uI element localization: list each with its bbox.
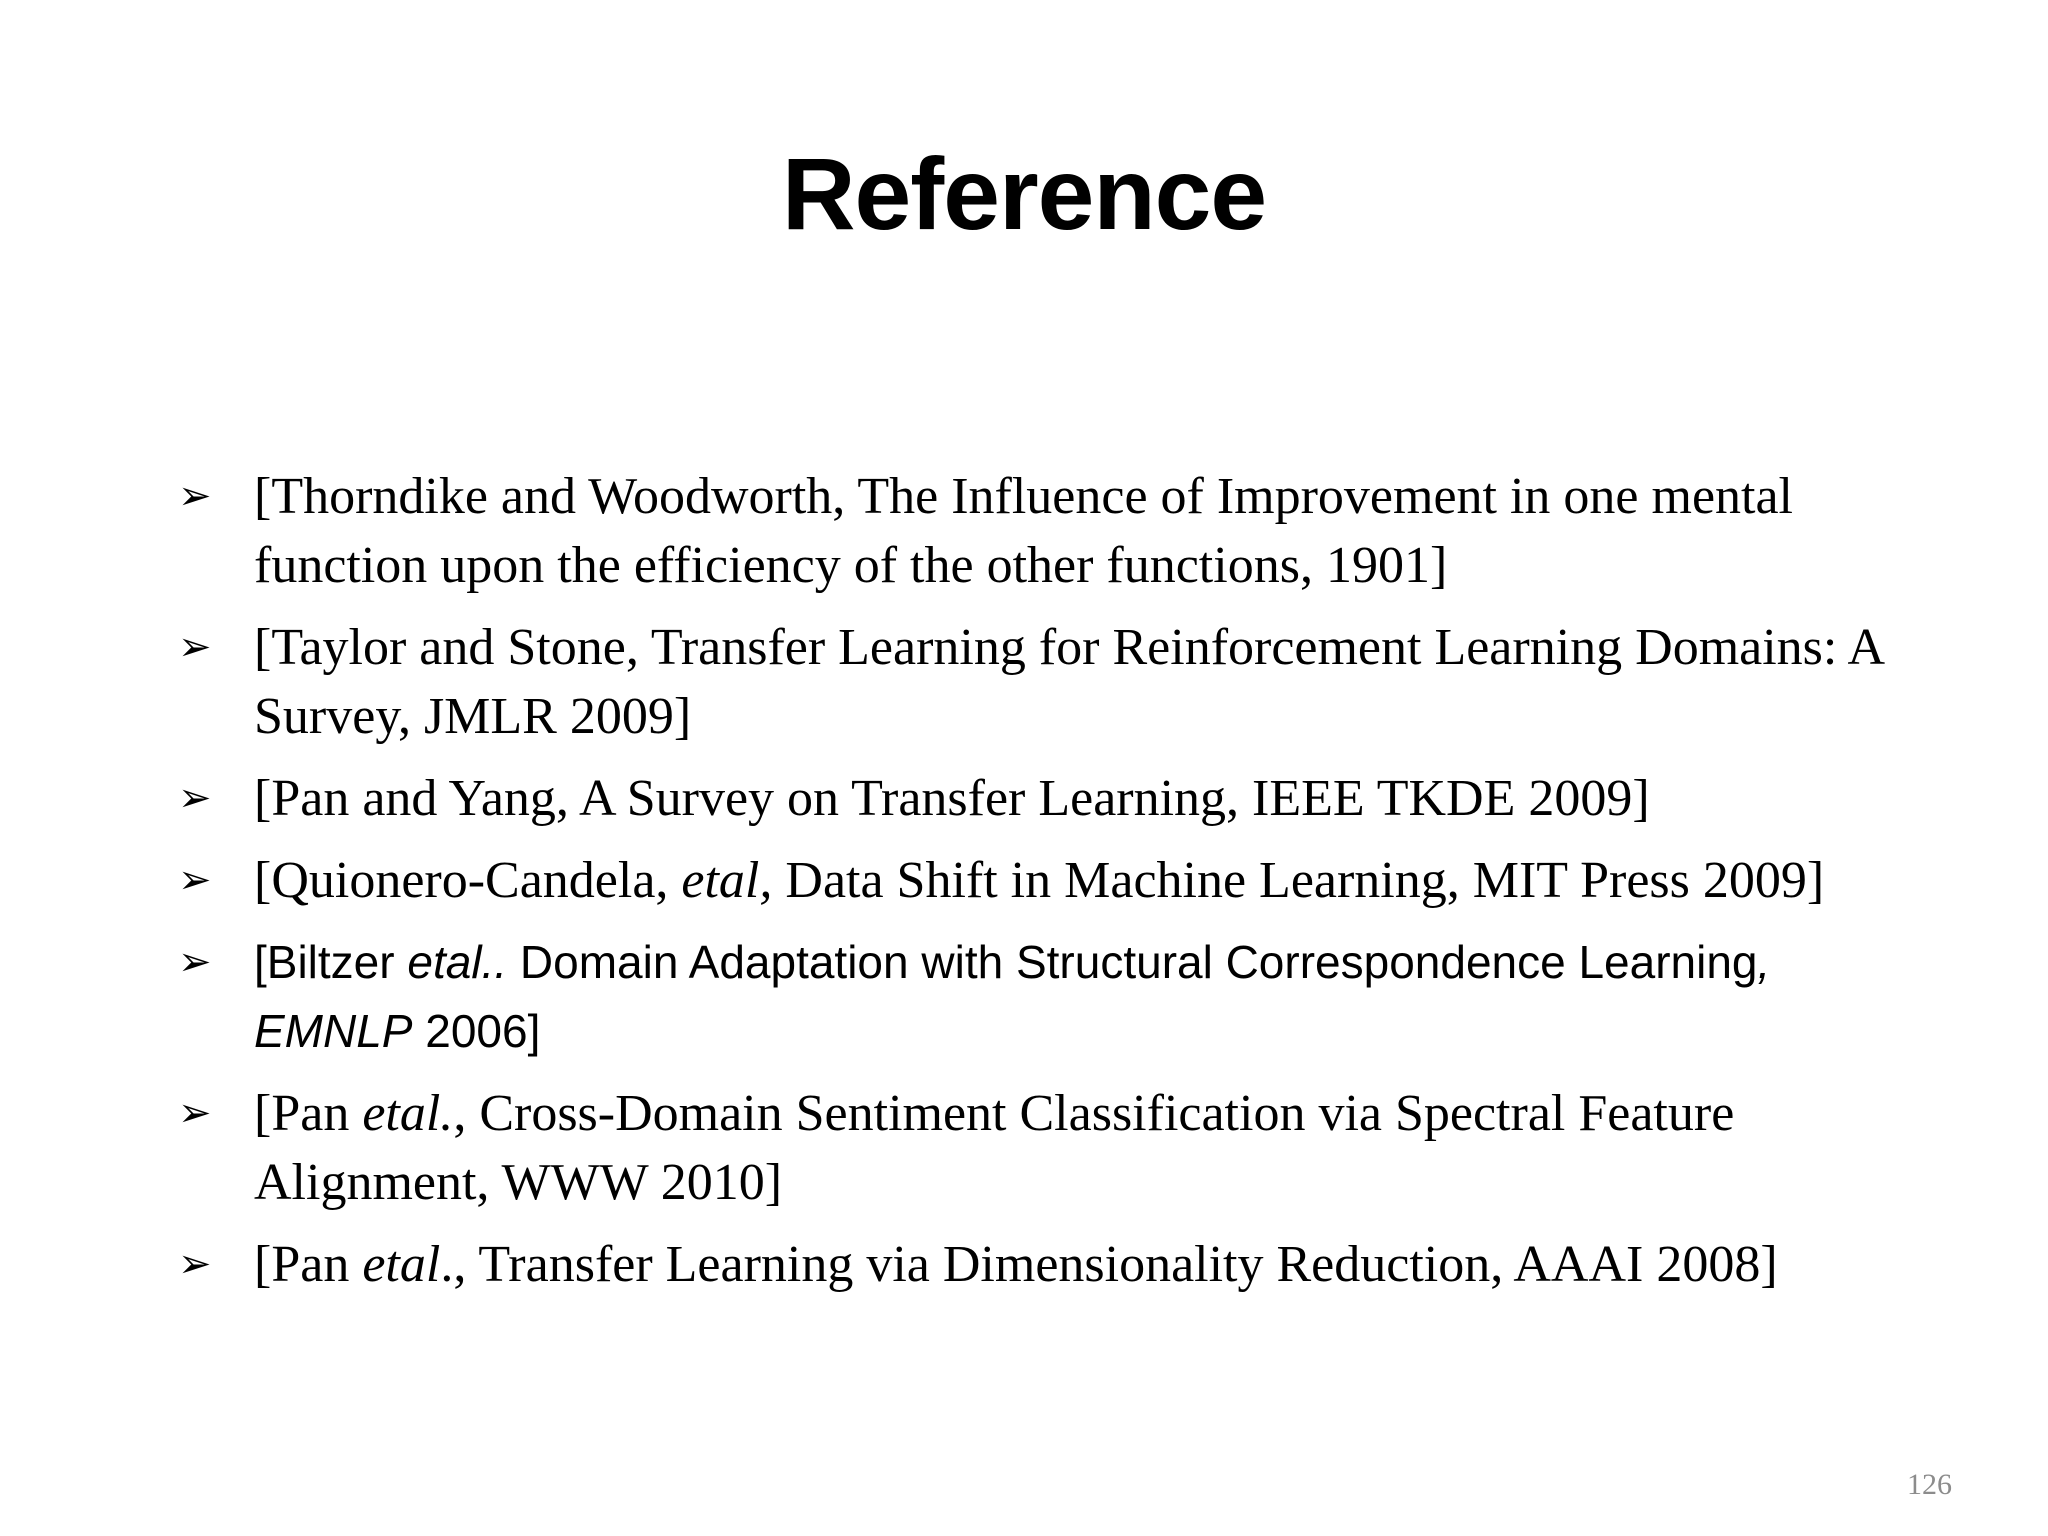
arrowhead-bullet-icon: ➢ [178,1241,212,1287]
reference-text: [Quionero-Candela, etal, Data Shift in Machine Learning, MIT Press 2009] [254,852,1825,909]
reference-text: [Taylor and Stone, Transfer Learning for Reinforcement Learning Domains: A Survey, JMLR 2009] [254,619,1883,745]
arrowhead-bullet-icon: ➢ [178,473,212,519]
arrowhead-bullet-icon: ➢ [178,775,212,821]
reference-item [178,846,1938,915]
reference-text: [Thorndike and Woodworth, The Influence of Improvement in one mental function upon the efficiency of the other functions, 1901] [254,468,1794,594]
reference-item [178,928,1938,1066]
reference-text: [Pan and Yang, A Survey on Transfer Learning, IEEE TKDE 2009] [254,770,1650,827]
reference-text: [Biltzer etal.. Domain Adaptation with Structural Correspondence Learning, EMNLP 2006] [254,936,1771,1057]
reference-item [178,613,1938,751]
reference-item [178,1079,1938,1217]
reference-item [178,462,1938,600]
reference-list [178,462,1938,1312]
arrowhead-bullet-icon: ➢ [178,857,212,903]
arrowhead-bullet-icon: ➢ [178,624,212,670]
reference-item [178,764,1938,833]
reference-item [178,1230,1938,1299]
arrowhead-bullet-icon: ➢ [178,939,212,985]
arrowhead-bullet-icon: ➢ [178,1090,212,1136]
reference-text: [Pan etal., Cross-Domain Sentiment Classification via Spectral Feature Alignment, WWW 2010] [254,1085,1735,1211]
reference-text: [Pan etal., Transfer Learning via Dimensionality Reduction, AAAI 2008] [254,1236,1778,1293]
page-number: 126 [1907,1468,1952,1501]
slide-title: Reference [781,137,1267,251]
